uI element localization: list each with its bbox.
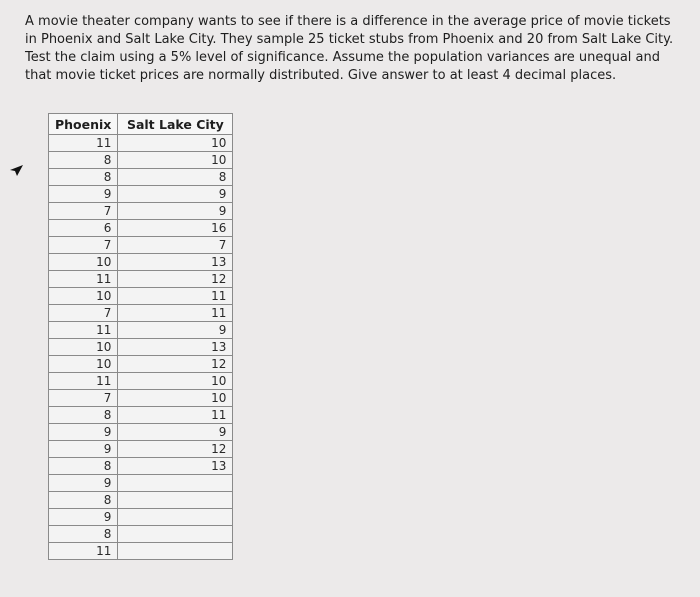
salt-lake-city-price-cell: 12 <box>118 271 233 288</box>
phoenix-price-cell: 10 <box>49 254 118 271</box>
table-row <box>49 288 233 305</box>
phoenix-price-cell: 8 <box>49 152 118 169</box>
salt-lake-city-price-cell: 12 <box>118 356 233 373</box>
phoenix-price-cell: 9 <box>49 509 118 526</box>
table-row <box>49 203 233 220</box>
salt-lake-city-price-cell: 13 <box>118 339 233 356</box>
table-row <box>49 135 233 152</box>
phoenix-price-cell: 11 <box>49 271 118 288</box>
table-header-row <box>49 114 233 135</box>
salt-lake-city-price-cell: 10 <box>118 390 233 407</box>
salt-lake-city-price-cell: 13 <box>118 458 233 475</box>
ticket-price-table <box>48 113 233 560</box>
table-row <box>49 373 233 390</box>
table-row <box>49 356 233 373</box>
phoenix-price-cell: 8 <box>49 492 118 509</box>
problem-statement: A movie theater company wants to see if there is a difference in the average price of movie tickets in Phoenix and Salt Lake City. They sample 25 ticket stubs from Phoenix and 20 from Salt Lake City. Test the claim using a 5% level of significance. Assume the population variances are unequal and that movie ticket prices are normally distributed. Give answer to at least 4 decimal places. <box>25 14 674 83</box>
salt-lake-city-price-cell <box>118 475 233 492</box>
phoenix-price-cell: 6 <box>49 220 118 237</box>
salt-lake-city-price-cell <box>118 492 233 509</box>
phoenix-price-cell: 9 <box>49 424 118 441</box>
salt-lake-city-price-cell: 11 <box>118 407 233 424</box>
table-row <box>49 186 233 203</box>
table-row <box>49 441 233 458</box>
phoenix-price-cell: 11 <box>49 135 118 152</box>
table-row <box>49 390 233 407</box>
phoenix-price-cell: 9 <box>49 475 118 492</box>
salt-lake-city-price-cell: 13 <box>118 254 233 271</box>
phoenix-price-cell: 11 <box>49 373 118 390</box>
table-row <box>49 424 233 441</box>
phoenix-price-cell: 7 <box>49 203 118 220</box>
salt-lake-city-price-cell: 10 <box>118 152 233 169</box>
salt-lake-city-price-cell: 9 <box>118 203 233 220</box>
salt-lake-city-price-cell: 16 <box>118 220 233 237</box>
salt-lake-city-price-cell: 9 <box>118 424 233 441</box>
table-row <box>49 526 233 543</box>
salt-lake-city-price-cell: 10 <box>118 373 233 390</box>
phoenix-price-cell: 11 <box>49 543 118 560</box>
salt-lake-city-price-cell: 9 <box>118 322 233 339</box>
table-row <box>49 543 233 560</box>
phoenix-price-cell: 10 <box>49 356 118 373</box>
salt-lake-city-price-cell: 10 <box>118 135 233 152</box>
table-row <box>49 322 233 339</box>
table-row <box>49 271 233 288</box>
phoenix-price-cell: 11 <box>49 322 118 339</box>
table-row <box>49 492 233 509</box>
header-phoenix: Phoenix <box>49 114 118 135</box>
salt-lake-city-price-cell: 12 <box>118 441 233 458</box>
salt-lake-city-price-cell <box>118 543 233 560</box>
mouse-pointer-icon <box>8 162 24 178</box>
salt-lake-city-price-cell: 11 <box>118 288 233 305</box>
table-row <box>49 339 233 356</box>
phoenix-price-cell: 8 <box>49 526 118 543</box>
phoenix-price-cell: 7 <box>49 390 118 407</box>
table-row <box>49 407 233 424</box>
phoenix-price-cell: 9 <box>49 441 118 458</box>
table-row <box>49 220 233 237</box>
salt-lake-city-price-cell: 7 <box>118 237 233 254</box>
table-row <box>49 305 233 322</box>
table-row <box>49 152 233 169</box>
table-row <box>49 458 233 475</box>
phoenix-price-cell: 10 <box>49 339 118 356</box>
phoenix-price-cell: 9 <box>49 186 118 203</box>
salt-lake-city-price-cell: 11 <box>118 305 233 322</box>
table-body <box>49 135 233 560</box>
salt-lake-city-price-cell: 9 <box>118 186 233 203</box>
phoenix-price-cell: 7 <box>49 305 118 322</box>
phoenix-price-cell: 8 <box>49 407 118 424</box>
salt-lake-city-price-cell: 8 <box>118 169 233 186</box>
table-row <box>49 169 233 186</box>
phoenix-price-cell: 8 <box>49 169 118 186</box>
phoenix-price-cell: 8 <box>49 458 118 475</box>
table-row <box>49 475 233 492</box>
salt-lake-city-price-cell <box>118 526 233 543</box>
salt-lake-city-price-cell <box>118 509 233 526</box>
header-salt-lake-city: Salt Lake City <box>118 114 233 135</box>
phoenix-price-cell: 10 <box>49 288 118 305</box>
table-row <box>49 509 233 526</box>
table-row <box>49 254 233 271</box>
table-row <box>49 237 233 254</box>
phoenix-price-cell: 7 <box>49 237 118 254</box>
